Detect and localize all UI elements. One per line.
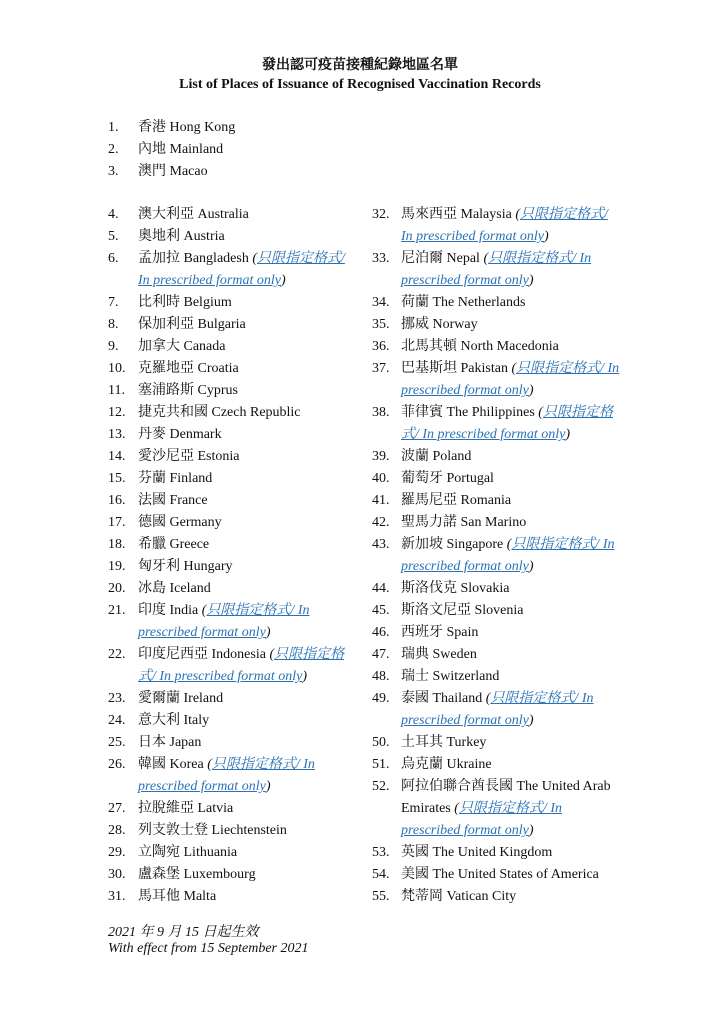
list-item	[372, 864, 622, 886]
place-entry	[401, 204, 622, 248]
place-entry	[138, 556, 348, 578]
item-number: 17.	[108, 515, 126, 530]
item-number: 51.	[372, 757, 390, 772]
place-entry	[401, 864, 622, 886]
place-entry	[138, 732, 348, 754]
place-entry	[138, 424, 348, 446]
item-number: 36.	[372, 339, 390, 354]
places-list-right-column	[372, 204, 622, 908]
place-entry	[138, 710, 348, 732]
list-item	[372, 490, 622, 512]
list-item	[372, 292, 622, 314]
list-item	[108, 248, 348, 292]
place-entry	[401, 512, 622, 534]
place-name: 挪威 Norway	[401, 317, 478, 332]
place-name: 塞浦路斯 Cyprus	[138, 383, 238, 398]
item-number: 39.	[372, 449, 390, 464]
list-item	[108, 556, 348, 578]
list-item	[108, 732, 348, 754]
list-item	[108, 798, 348, 820]
item-number: 29.	[108, 845, 126, 860]
place-entry	[401, 754, 622, 776]
item-number: 13.	[108, 427, 126, 442]
prescribed-format-link[interactable]: 只限指定格式/ In prescribed format only	[138, 757, 315, 794]
place-entry	[138, 842, 348, 864]
place-name: 新加坡 Singapore	[401, 537, 507, 552]
place-entry	[138, 446, 348, 468]
item-number: 12.	[108, 405, 126, 420]
place-entry	[138, 226, 348, 248]
list-item	[372, 336, 622, 358]
note-open-paren: (	[538, 405, 543, 420]
place-entry	[138, 512, 348, 534]
place-name: 列支敦士登 Liechtenstein	[138, 823, 287, 838]
list-item	[108, 424, 348, 446]
item-number: 8.	[108, 317, 119, 332]
prescribed-format-link[interactable]: 只限指定格式/ In prescribed format only	[401, 251, 592, 288]
place-entry	[138, 380, 348, 402]
item-number: 22.	[108, 647, 126, 662]
place-name: 北馬其頓 North Macedonia	[401, 339, 559, 354]
list-item	[108, 578, 348, 600]
prescribed-format-link[interactable]: 只限指定格式/ In prescribed format only	[401, 361, 620, 398]
item-number: 11.	[108, 383, 125, 398]
list-item	[372, 666, 622, 688]
place-entry	[401, 534, 622, 578]
place-entry	[138, 600, 348, 644]
place-name: 土耳其 Turkey	[401, 735, 487, 750]
effective-date-chinese: 2021 年 9 月 15 日起生效	[108, 925, 259, 940]
place-entry	[401, 490, 622, 512]
place-entry	[138, 490, 348, 512]
effective-date-english: With effect from 15 September 2021	[108, 941, 309, 956]
place-name: 愛爾蘭 Ireland	[138, 691, 224, 706]
prescribed-format-link[interactable]: 只限指定格式/ In prescribed format only	[138, 603, 310, 640]
note-close-paren: )	[265, 779, 271, 794]
item-number: 5.	[108, 229, 119, 244]
note-open-paren: (	[515, 207, 520, 222]
item-number: 19.	[108, 559, 126, 574]
item-number: 46.	[372, 625, 390, 640]
item-number: 14.	[108, 449, 126, 464]
item-number: 47.	[372, 647, 390, 662]
list-item	[108, 139, 348, 161]
place-name: 拉脫維亞 Latvia	[138, 801, 234, 816]
item-number: 1.	[108, 120, 119, 135]
note-close-paren: )	[528, 823, 534, 838]
place-entry	[138, 754, 348, 798]
note-open-paren: (	[506, 537, 512, 552]
place-name: 菲律賓 The Philippines	[401, 405, 539, 420]
place-name: 烏克蘭 Ukraine	[401, 757, 492, 772]
item-number: 30.	[108, 867, 126, 882]
item-number: 32.	[372, 207, 390, 222]
place-name: 印度尼西亞 Indonesia	[138, 647, 270, 662]
place-name: 西班牙 Spain	[401, 625, 479, 640]
item-number: 50.	[372, 735, 390, 750]
note-close-paren: )	[302, 669, 308, 684]
note-close-paren: )	[543, 229, 549, 244]
note-open-paren: (	[201, 603, 207, 618]
place-name: 奧地利 Austria	[138, 229, 225, 244]
list-item	[108, 600, 348, 644]
place-name: 匈牙利 Hungary	[138, 559, 233, 574]
note-open-paren: (	[483, 251, 489, 266]
places-list-left-column	[108, 204, 348, 908]
place-entry	[138, 820, 348, 842]
list-item	[108, 864, 348, 886]
item-number: 18.	[108, 537, 126, 552]
list-item	[372, 732, 622, 754]
list-item	[372, 688, 622, 732]
place-name: 法國 France	[138, 493, 208, 508]
item-number: 35.	[372, 317, 390, 332]
item-number: 31.	[108, 889, 126, 904]
place-name: 希臘 Greece	[138, 537, 210, 552]
list-item	[372, 622, 622, 644]
place-name: 尼泊爾 Nepal	[401, 251, 484, 266]
list-item	[372, 248, 622, 292]
note-open-paren: (	[454, 801, 459, 816]
item-number: 2.	[108, 142, 119, 157]
list-item	[108, 842, 348, 864]
item-number: 7.	[108, 295, 119, 310]
item-number: 38.	[372, 405, 390, 420]
list-item	[372, 644, 622, 666]
item-number: 54.	[372, 867, 390, 882]
list-item	[108, 710, 348, 732]
place-entry	[138, 336, 348, 358]
item-number: 27.	[108, 801, 126, 816]
item-number: 55.	[372, 889, 390, 904]
item-number: 10.	[108, 361, 126, 376]
place-entry	[401, 314, 622, 336]
prescribed-format-link[interactable]: 只限指定格式/ In prescribed format only	[401, 801, 562, 838]
item-number: 4.	[108, 207, 119, 222]
item-number: 28.	[108, 823, 126, 838]
place-entry	[138, 161, 348, 183]
list-item	[372, 402, 622, 446]
place-entry	[401, 644, 622, 666]
item-number: 33.	[372, 251, 390, 266]
place-entry	[401, 622, 622, 644]
list-item	[372, 204, 622, 248]
place-name: 捷克共和國 Czech Republic	[138, 405, 301, 420]
place-entry	[138, 688, 348, 710]
list-item	[108, 468, 348, 490]
note-close-paren: )	[565, 427, 571, 442]
place-entry	[401, 292, 622, 314]
list-item	[372, 886, 622, 908]
item-number: 43.	[372, 537, 390, 552]
place-entry	[138, 248, 348, 292]
item-number: 53.	[372, 845, 390, 860]
place-entry	[401, 842, 622, 864]
list-item	[372, 512, 622, 534]
list-item	[108, 754, 348, 798]
place-entry	[138, 139, 348, 161]
place-entry	[401, 336, 622, 358]
item-number: 21.	[108, 603, 126, 618]
item-number: 26.	[108, 757, 126, 772]
prescribed-format-link[interactable]: 只限指定格式/ In prescribed format only	[401, 207, 608, 244]
place-entry	[138, 292, 348, 314]
place-entry	[401, 732, 622, 754]
place-name: 澳大利亞 Australia	[138, 207, 249, 222]
place-name: 斯洛伐克 Slovakia	[401, 581, 510, 596]
place-name: 加拿大 Canada	[138, 339, 226, 354]
place-entry	[401, 402, 622, 446]
prescribed-format-link[interactable]: 只限指定格式/ In prescribed format only	[401, 691, 594, 728]
place-entry	[401, 666, 622, 688]
list-item	[372, 842, 622, 864]
item-number: 23.	[108, 691, 126, 706]
item-number: 20.	[108, 581, 126, 596]
list-item	[108, 490, 348, 512]
note-close-paren: )	[528, 713, 534, 728]
place-name: 葡萄牙 Portugal	[401, 471, 494, 486]
place-name: 冰島 Iceland	[138, 581, 211, 596]
place-entry	[138, 578, 348, 600]
list-item	[108, 314, 348, 336]
place-entry	[401, 776, 622, 842]
note-open-paren: (	[207, 757, 212, 772]
note-close-paren: )	[528, 383, 534, 398]
place-entry	[138, 798, 348, 820]
place-name: 克羅地亞 Croatia	[138, 361, 239, 376]
item-number: 48.	[372, 669, 390, 684]
item-number: 25.	[108, 735, 126, 750]
place-name: 巴基斯坦 Pakistan	[401, 361, 512, 376]
place-name: 梵蒂岡 Vatican City	[401, 889, 517, 904]
list-item	[108, 336, 348, 358]
page-title-english: List of Places of Issuance of Recognised Vaccination Records	[179, 77, 541, 92]
list-item	[108, 446, 348, 468]
list-item	[108, 886, 348, 908]
list-item	[372, 776, 622, 842]
place-name: 斯洛文尼亞 Slovenia	[401, 603, 524, 618]
list-item	[372, 358, 622, 402]
place-entry	[401, 688, 622, 732]
list-item	[372, 754, 622, 776]
place-name: 比利時 Belgium	[138, 295, 232, 310]
place-name: 馬耳他 Malta	[138, 889, 217, 904]
place-entry	[401, 446, 622, 468]
place-name: 羅馬尼亞 Romania	[401, 493, 512, 508]
place-name: 瑞典 Sweden	[401, 647, 477, 662]
item-number: 44.	[372, 581, 390, 596]
item-number: 42.	[372, 515, 390, 530]
place-name: 印度 India	[138, 603, 202, 618]
place-name: 英國 The United Kingdom	[401, 845, 553, 860]
place-entry	[138, 644, 348, 688]
note-open-paren: (	[252, 251, 257, 266]
list-item	[372, 446, 622, 468]
place-entry	[138, 864, 348, 886]
item-number: 24.	[108, 713, 126, 728]
place-entry	[401, 578, 622, 600]
prescribed-format-link[interactable]: 只限指定格式/ In prescribed format only	[138, 251, 345, 288]
item-number: 9.	[108, 339, 119, 354]
place-name: 阿拉伯聯合酋長國 The United Arab Emirates	[401, 779, 611, 816]
place-name: 聖馬力諾 San Marino	[401, 515, 527, 530]
item-number: 40.	[372, 471, 390, 486]
item-number: 52.	[372, 779, 390, 794]
place-name: 立陶宛 Lithuania	[138, 845, 238, 860]
list-item	[372, 468, 622, 490]
list-item	[372, 534, 622, 578]
item-number: 16.	[108, 493, 126, 508]
list-item	[108, 358, 348, 380]
note-close-paren: )	[528, 273, 534, 288]
list-item	[108, 688, 348, 710]
list-item	[108, 402, 348, 424]
place-name: 香港 Hong Kong	[138, 120, 236, 135]
place-name: 德國 Germany	[138, 515, 222, 530]
list-item	[108, 292, 348, 314]
place-entry	[401, 886, 622, 908]
place-entry	[401, 248, 622, 292]
list-item	[108, 512, 348, 534]
place-entry	[138, 117, 348, 139]
place-name: 美國 The United States of America	[401, 867, 599, 882]
item-number: 6.	[108, 251, 119, 266]
note-open-paren: (	[511, 361, 517, 376]
item-number: 3.	[108, 164, 119, 179]
place-name: 盧森堡 Luxembourg	[138, 867, 256, 882]
note-open-paren: (	[485, 691, 491, 706]
place-entry	[138, 402, 348, 424]
list-item	[108, 644, 348, 688]
place-name: 保加利亞 Bulgaria	[138, 317, 246, 332]
list-item	[108, 204, 348, 226]
place-entry	[401, 468, 622, 490]
place-name: 韓國 Korea	[138, 757, 208, 772]
list-item	[108, 117, 348, 139]
place-entry	[138, 534, 348, 556]
place-entry	[138, 358, 348, 380]
list-item	[372, 578, 622, 600]
place-name: 芬蘭 Finland	[138, 471, 213, 486]
page-title-chinese: 發出認可疫苗接種紀錄地區名單	[262, 58, 458, 73]
place-entry	[138, 314, 348, 336]
list-item	[108, 161, 348, 183]
place-name: 意大利 Italy	[138, 713, 210, 728]
place-name: 內地 Mainland	[138, 142, 224, 157]
item-number: 37.	[372, 361, 390, 376]
place-entry	[401, 358, 622, 402]
place-entry	[138, 886, 348, 908]
places-list-top	[108, 117, 348, 183]
place-name: 孟加拉 Bangladesh	[138, 251, 253, 266]
place-name: 波蘭 Poland	[401, 449, 472, 464]
item-number: 45.	[372, 603, 390, 618]
note-open-paren: (	[269, 647, 275, 662]
place-entry	[401, 600, 622, 622]
place-name: 泰國 Thailand	[401, 691, 486, 706]
note-close-paren: )	[280, 273, 286, 288]
place-name: 澳門 Macao	[138, 164, 208, 179]
place-name: 日本 Japan	[138, 735, 202, 750]
item-number: 34.	[372, 295, 390, 310]
prescribed-format-link[interactable]: 只限指定格式/ In prescribed format only	[401, 405, 613, 442]
item-number: 49.	[372, 691, 390, 706]
list-item	[372, 314, 622, 336]
note-close-paren: )	[528, 559, 534, 574]
place-name: 荷蘭 The Netherlands	[401, 295, 526, 310]
item-number: 41.	[372, 493, 390, 508]
list-item	[108, 380, 348, 402]
place-entry	[138, 204, 348, 226]
prescribed-format-link[interactable]: 只限指定格式/ In prescribed format only	[138, 647, 345, 684]
prescribed-format-link[interactable]: 只限指定格式/ In prescribed format only	[401, 537, 615, 574]
place-name: 愛沙尼亞 Estonia	[138, 449, 240, 464]
place-name: 馬來西亞 Malaysia	[401, 207, 516, 222]
place-name: 瑞士 Switzerland	[401, 669, 500, 684]
note-close-paren: )	[265, 625, 271, 640]
list-item	[108, 820, 348, 842]
list-item	[108, 226, 348, 248]
item-number: 15.	[108, 471, 126, 486]
list-item	[372, 600, 622, 622]
list-item	[108, 534, 348, 556]
place-entry	[138, 468, 348, 490]
place-name: 丹麥 Denmark	[138, 427, 222, 442]
